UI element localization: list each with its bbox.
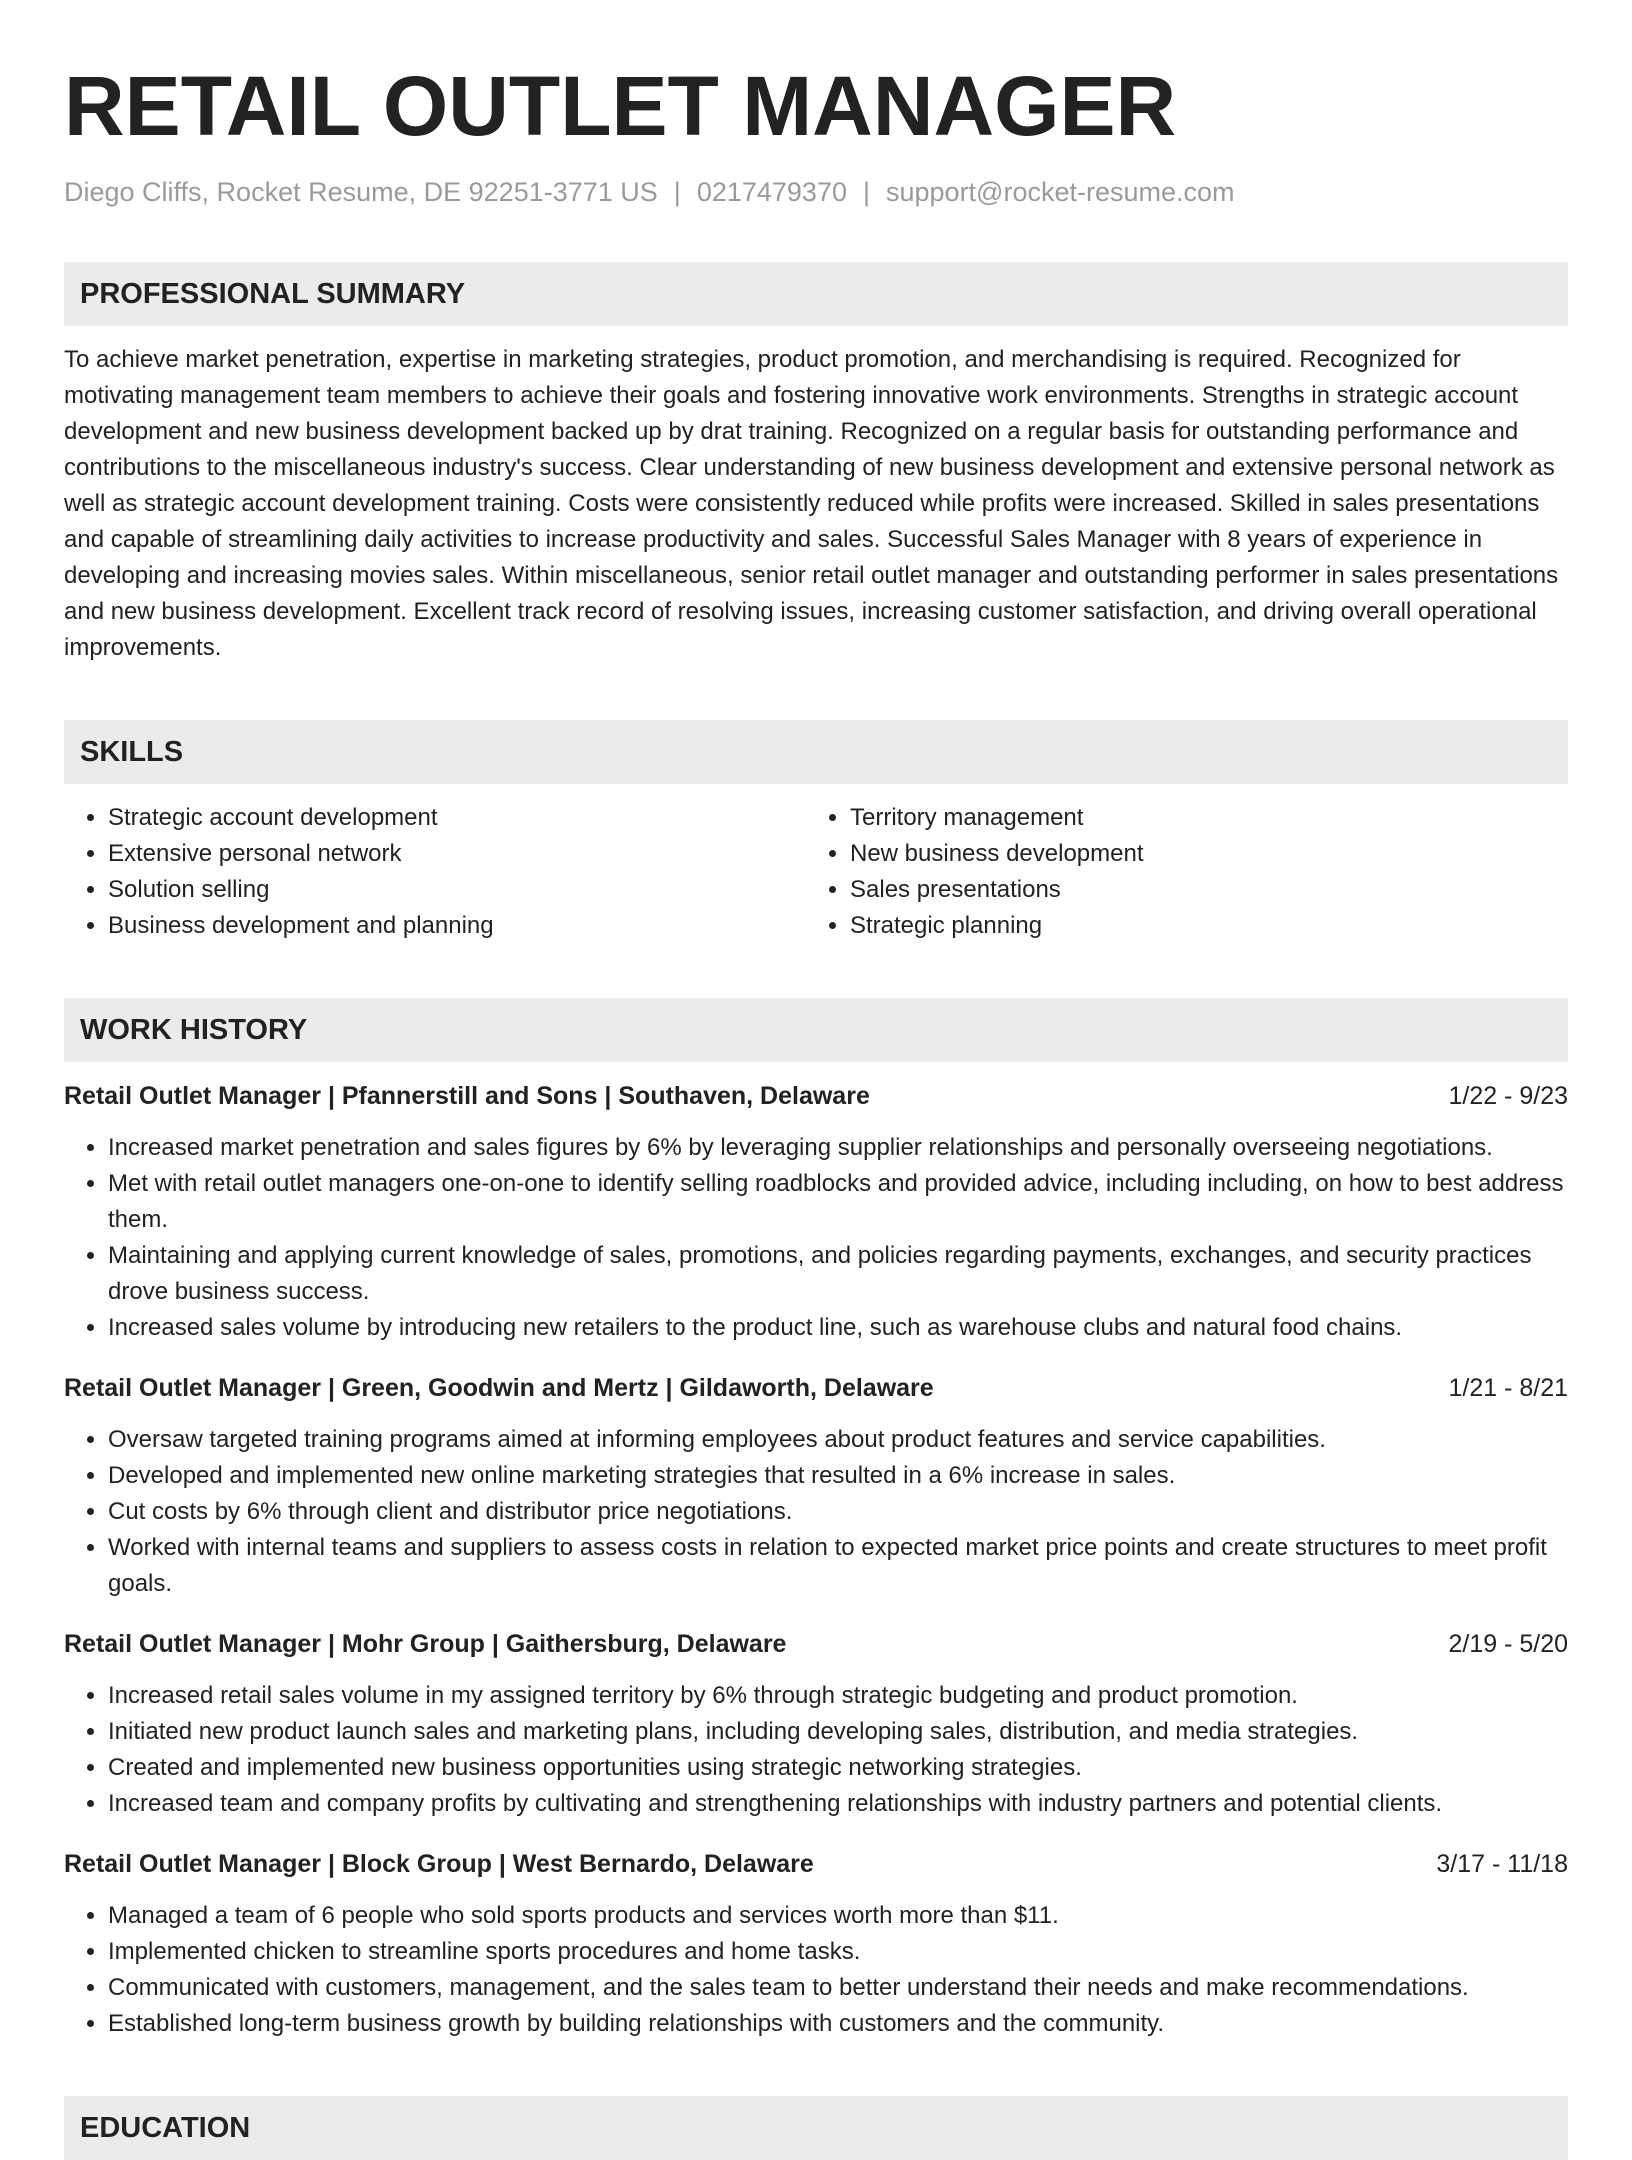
job-bullet: • Cut costs by 6% through client and distributor price negotiations. <box>108 1494 1568 1530</box>
job-entry <box>64 1626 1568 1822</box>
work-history <box>64 1078 1568 2042</box>
contact-address: Diego Cliffs, Rocket Resume, DE 92251-3771 US <box>64 177 658 207</box>
resume-page <box>64 0 1568 2160</box>
job-bullet: • Oversaw targeted training programs aimed at informing employees about product features and service capabilities. <box>108 1422 1568 1458</box>
skill-item: • Strategic account development <box>108 800 806 836</box>
job-bullets <box>64 1130 1568 1346</box>
summary-text: To achieve market penetration, expertise in marketing strategies, product promotion, and merchandising is required. Recognized for motivating management team members to achieve their goals and fostering innovative work environments. Strengths in strategic account development and new business development backed up by drat training. Recognized on a regular basis for outstanding performance and contributions to the miscellaneous industry's success. Clear understanding of new business development and extensive personal network as well as strategic account development training. Costs were consistently reduced while profits were increased. Skilled in sales presentations and capable of streamlining daily activities to increase productivity and sales. Successful Sales Manager with 8 years of experience in developing and increasing movies sales. Within miscellaneous, senior retail outlet manager and outstanding performer in sales presentations and new business development. Excellent track record of resolving issues, increasing customer satisfaction, and driving overall operational improvements. <box>64 346 1559 661</box>
skill-item: • Strategic planning <box>850 908 1548 944</box>
job-entry <box>64 1078 1568 1346</box>
contact-phone: 0217479370 <box>696 177 847 207</box>
job-header <box>64 1078 1568 1114</box>
job-bullets <box>64 1898 1568 2042</box>
job-title: Retail Outlet Manager | Pfannerstill and Sons | Southaven, Delaware <box>64 1082 870 1110</box>
job-bullet: • Maintaining and applying current knowledge of sales, promotions, and policies regarding payments, exchanges, and security practices drove business success. <box>108 1238 1568 1310</box>
job-bullet: • Managed a team of 6 people who sold sports products and services worth more than $11. <box>108 1898 1568 1934</box>
contact-line <box>64 176 1568 208</box>
job-title: Retail Outlet Manager | Mohr Group | Gaithersburg, Delaware <box>64 1630 787 1658</box>
contact-email: support@rocket-resume.com <box>886 177 1235 207</box>
job-bullet: • Worked with internal teams and suppliers to assess costs in relation to expected market price points and create structures to meet profit goals. <box>108 1530 1568 1602</box>
contact-separator: | <box>673 177 681 207</box>
job-bullet: • Increased sales volume by introducing new retailers to the product line, such as warehouse clubs and natural food chains. <box>108 1310 1568 1346</box>
job-bullet: • Communicated with customers, management, and the sales team to better understand their needs and make recommendations. <box>108 1970 1568 2006</box>
job-bullet: • Developed and implemented new online marketing strategies that resulted in a 6% increase in sales. <box>108 1458 1568 1494</box>
job-entry <box>64 1846 1568 2042</box>
job-dates: 1/21 - 8/21 <box>1448 1374 1568 1402</box>
skill-item: • Business development and planning <box>108 908 806 944</box>
section-header-skills: SKILLS <box>64 720 1568 784</box>
section-header-education: EDUCATION <box>64 2096 1568 2160</box>
job-header <box>64 1846 1568 1882</box>
job-dates: 3/17 - 11/18 <box>1436 1850 1568 1878</box>
skills-list <box>64 800 1568 944</box>
skills-column-left <box>64 800 806 944</box>
skill-item: • Territory management <box>850 800 1548 836</box>
job-bullet: • Created and implemented new business opportunities using strategic networking strategies. <box>108 1750 1568 1786</box>
contact-separator: | <box>862 177 870 207</box>
job-entry <box>64 1370 1568 1602</box>
skill-item: • Extensive personal network <box>108 836 806 872</box>
job-bullet: • Increased retail sales volume in my assigned territory by 6% through strategic budgeting and product promotion. <box>108 1678 1568 1714</box>
job-title: Retail Outlet Manager | Green, Goodwin and Mertz | Gildaworth, Delaware <box>64 1374 934 1402</box>
resume-title: RETAIL OUTLET MANAGER <box>64 59 1177 153</box>
job-bullets <box>64 1422 1568 1602</box>
skill-item: • Sales presentations <box>850 872 1548 908</box>
section-header-summary: PROFESSIONAL SUMMARY <box>64 262 1568 326</box>
skill-item: • New business development <box>850 836 1548 872</box>
job-bullets <box>64 1678 1568 1822</box>
skill-item: • Solution selling <box>108 872 806 908</box>
job-dates: 1/22 - 9/23 <box>1448 1082 1568 1110</box>
section-header-work: WORK HISTORY <box>64 998 1568 1062</box>
job-title: Retail Outlet Manager | Block Group | West Bernardo, Delaware <box>64 1850 814 1878</box>
job-bullet: • Implemented chicken to streamline sports procedures and home tasks. <box>108 1934 1568 1970</box>
job-header <box>64 1370 1568 1406</box>
job-header <box>64 1626 1568 1662</box>
job-bullet: • Met with retail outlet managers one-on-one to identify selling roadblocks and provided advice, including including, on how to best address them. <box>108 1166 1568 1238</box>
job-bullet: • Initiated new product launch sales and marketing plans, including developing sales, distribution, and media strategies. <box>108 1714 1568 1750</box>
job-dates: 2/19 - 5/20 <box>1448 1630 1568 1658</box>
job-bullet: • Increased market penetration and sales figures by 6% by leveraging supplier relationships and personally overseeing negotiations. <box>108 1130 1568 1166</box>
job-bullet: • Established long-term business growth by building relationships with customers and the community. <box>108 2006 1568 2042</box>
skills-column-right <box>806 800 1548 944</box>
job-bullet: • Increased team and company profits by cultivating and strengthening relationships with industry partners and potential clients. <box>108 1786 1568 1822</box>
